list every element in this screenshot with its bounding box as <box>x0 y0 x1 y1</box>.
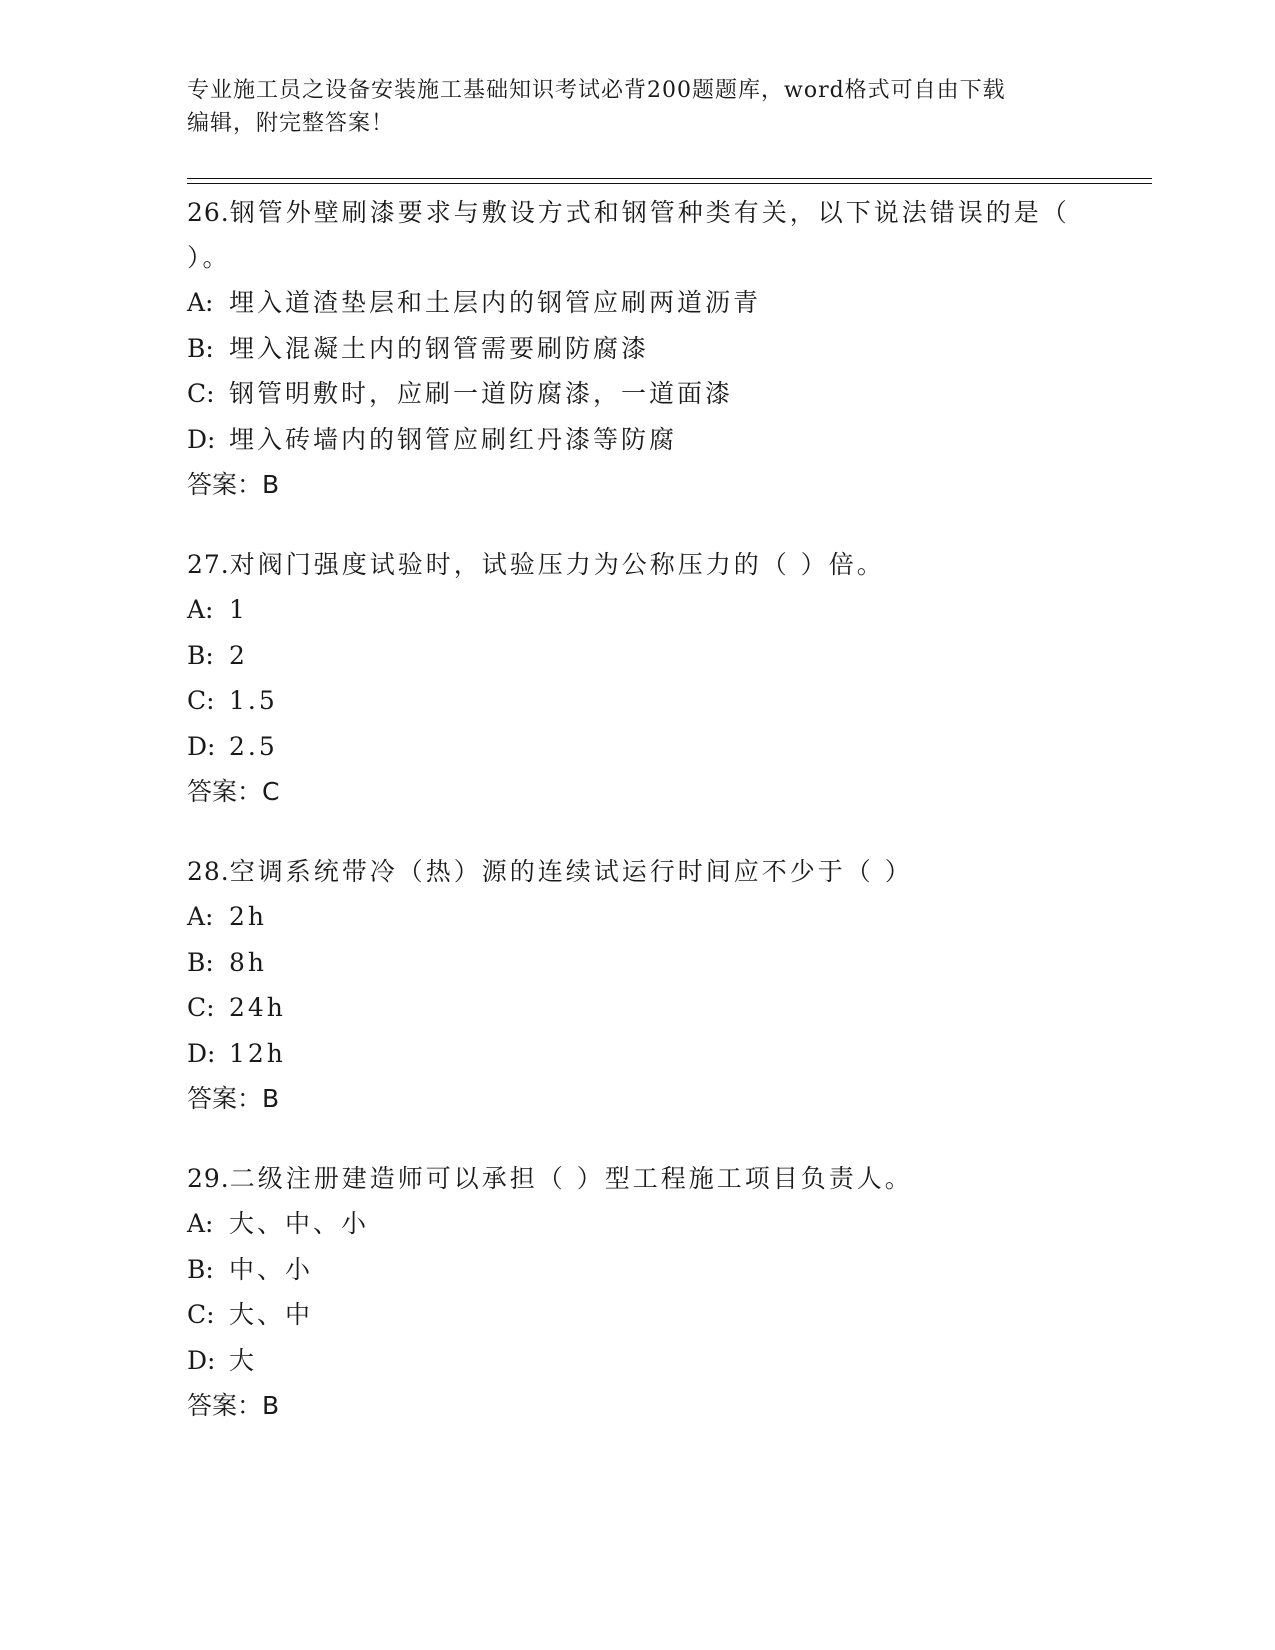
option-a <box>187 587 1087 633</box>
option-letter: A: <box>187 288 214 317</box>
question-29 <box>187 1156 1087 1428</box>
option-letter: C: <box>187 1300 215 1329</box>
option-text: 钢管明敷时，应刷一道防腐漆，一道面漆 <box>229 379 734 408</box>
option-c <box>187 371 1087 417</box>
option-d <box>187 1031 1087 1077</box>
option-text: 中、小 <box>229 1254 314 1284</box>
option-a <box>187 280 1087 326</box>
header-divider-top <box>187 178 1152 179</box>
option-text: 8h <box>229 947 268 977</box>
option-text: 2h <box>229 902 268 931</box>
question-stem <box>187 542 1087 587</box>
option-c <box>187 678 1087 724</box>
option-text: 12h <box>229 1038 286 1068</box>
option-text: 埋入道渣垫层和土层内的钢管应刷两道沥青 <box>229 288 762 317</box>
option-b <box>187 633 1087 679</box>
answer-label: 答案： <box>187 1391 263 1420</box>
option-text: 埋入砖墙内的钢管应刷红丹漆等防腐 <box>229 424 678 454</box>
question-text: 对阀门强度试验时，试验压力为公称压力的（ ）倍。 <box>229 550 885 579</box>
option-text: 大、中 <box>229 1300 314 1329</box>
option-d <box>187 1338 1087 1384</box>
option-d <box>187 417 1087 463</box>
question-text: 二级注册建造师可以承担（ ）型工程施工项目负责人。 <box>229 1164 913 1193</box>
question-number: 28. <box>187 857 230 886</box>
option-c <box>187 1292 1087 1338</box>
question-28 <box>187 849 1087 1121</box>
question-number: 29. <box>187 1164 230 1193</box>
option-letter: C: <box>187 379 215 408</box>
option-b <box>187 1247 1087 1293</box>
document-header <box>187 74 1087 140</box>
question-number: 26. <box>187 198 230 227</box>
question-text: 空调系统带冷（热）源的连续试运行时间应不少于（ ） <box>229 857 913 886</box>
answer-line <box>187 1383 1087 1428</box>
option-letter: D: <box>187 1038 216 1068</box>
option-letter: D: <box>187 1345 216 1375</box>
question-26 <box>187 190 1087 507</box>
option-c <box>187 985 1087 1031</box>
option-letter: D: <box>187 731 216 761</box>
answer-value: C <box>262 777 280 806</box>
option-b <box>187 326 1087 372</box>
answer-label: 答案： <box>187 1084 263 1113</box>
question-stem <box>187 1156 1087 1201</box>
option-text: 1.5 <box>229 686 278 715</box>
question-text: 钢管外壁刷漆要求与敷设方式和钢管种类有关，以下说法错误的是（ ）。 <box>187 198 1070 272</box>
option-text: 埋入混凝土内的钢管需要刷防腐漆 <box>229 333 650 363</box>
header-line-2: 编辑，附完整答案！ <box>187 111 395 136</box>
answer-label: 答案： <box>187 777 263 806</box>
option-letter: C: <box>187 686 215 715</box>
option-letter: B: <box>187 333 214 363</box>
option-letter: C: <box>187 993 215 1022</box>
answer-value: B <box>262 470 280 499</box>
option-letter: A: <box>187 1209 214 1238</box>
option-text: 2.5 <box>229 731 278 761</box>
answer-value: B <box>262 1391 280 1420</box>
option-a <box>187 1201 1087 1247</box>
option-letter: B: <box>187 1254 214 1284</box>
option-letter: D: <box>187 424 216 454</box>
option-text: 2 <box>229 640 248 670</box>
answer-label: 答案： <box>187 470 263 499</box>
question-number: 27. <box>187 550 230 579</box>
option-text: 大、中、小 <box>229 1209 370 1238</box>
option-a <box>187 894 1087 940</box>
option-text: 1 <box>229 595 248 624</box>
header-divider-bottom <box>187 183 1152 184</box>
question-stem <box>187 190 1087 280</box>
option-letter: A: <box>187 595 214 624</box>
question-27 <box>187 542 1087 814</box>
option-letter: A: <box>187 902 214 931</box>
answer-line <box>187 1076 1087 1121</box>
option-letter: B: <box>187 640 214 670</box>
option-b <box>187 940 1087 986</box>
option-d <box>187 724 1087 770</box>
option-text: 大 <box>229 1345 258 1375</box>
answer-value: B <box>262 1084 280 1113</box>
header-line-1: 专业施工员之设备安装施工基础知识考试必背200题题库，word格式可自由下载 <box>187 78 1006 103</box>
question-list <box>187 190 1087 1463</box>
option-text: 24h <box>229 993 286 1022</box>
answer-line <box>187 769 1087 814</box>
option-letter: B: <box>187 947 214 977</box>
question-stem <box>187 849 1087 894</box>
answer-line <box>187 462 1087 507</box>
